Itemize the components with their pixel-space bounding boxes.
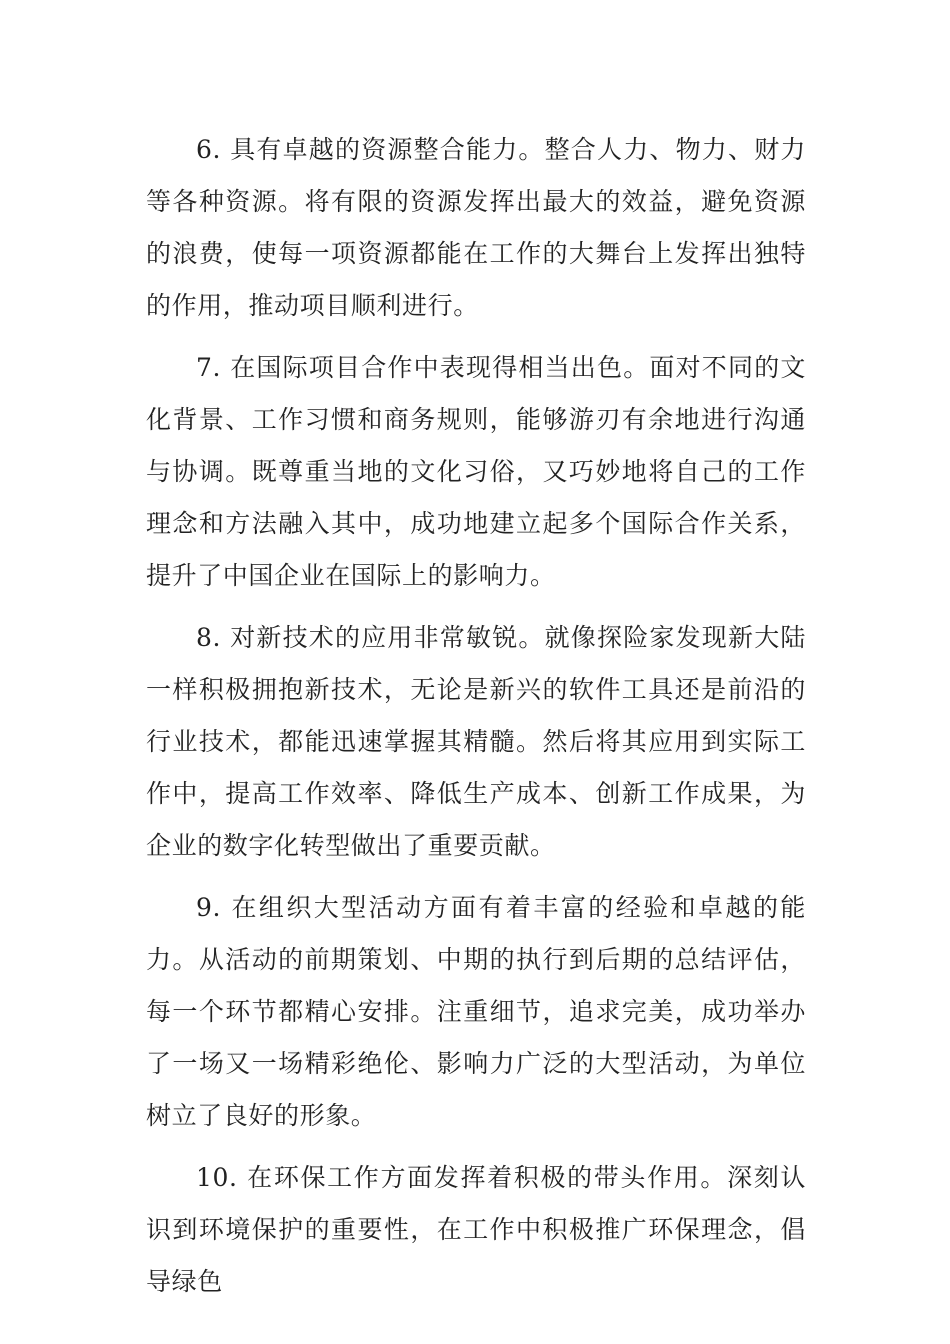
paragraph-item-8: 8. 对新技术的应用非常敏锐。就像探险家发现新大陆一样积极拥抱新技术，无论是新兴的软件工具还是前沿的行业技术，都能迅速掌握其精髓。然后将其应用到实际工作中，提高工作效率、降低生产成本、创新工作成果，为企业的数字化转型做出了重要贡献。 [146, 623, 806, 860]
paragraph-item-10: 10. 在环保工作方面发挥着积极的带头作用。深刻认识到环境保护的重要性，在工作中积极推广环保理念，倡导绿色 [146, 1163, 806, 1296]
document-body [146, 124, 806, 1318]
paragraph-item-7: 7. 在国际项目合作中表现得相当出色。面对不同的文化背景、工作习惯和商务规则，能够游刃有余地进行沟通与协调。既尊重当地的文化习俗，又巧妙地将自己的工作理念和方法融入其中，成功地建立起多个国际合作关系，提升了中国企业在国际上的影响力。 [146, 353, 806, 590]
paragraph-item-9: 9. 在组织大型活动方面有着丰富的经验和卓越的能力。从活动的前期策划、中期的执行到后期的总结评估，每一个环节都精心安排。注重细节，追求完美，成功举办了一场又一场精彩绝伦、影响力广泛的大型活动，为单位树立了良好的形象。 [146, 893, 806, 1130]
paragraph-item-6: 6. 具有卓越的资源整合能力。整合人力、物力、财力等各种资源。将有限的资源发挥出最大的效益，避免资源的浪费，使每一项资源都能在工作的大舞台上发挥出独特的作用，推动项目顺利进行。 [146, 135, 806, 320]
